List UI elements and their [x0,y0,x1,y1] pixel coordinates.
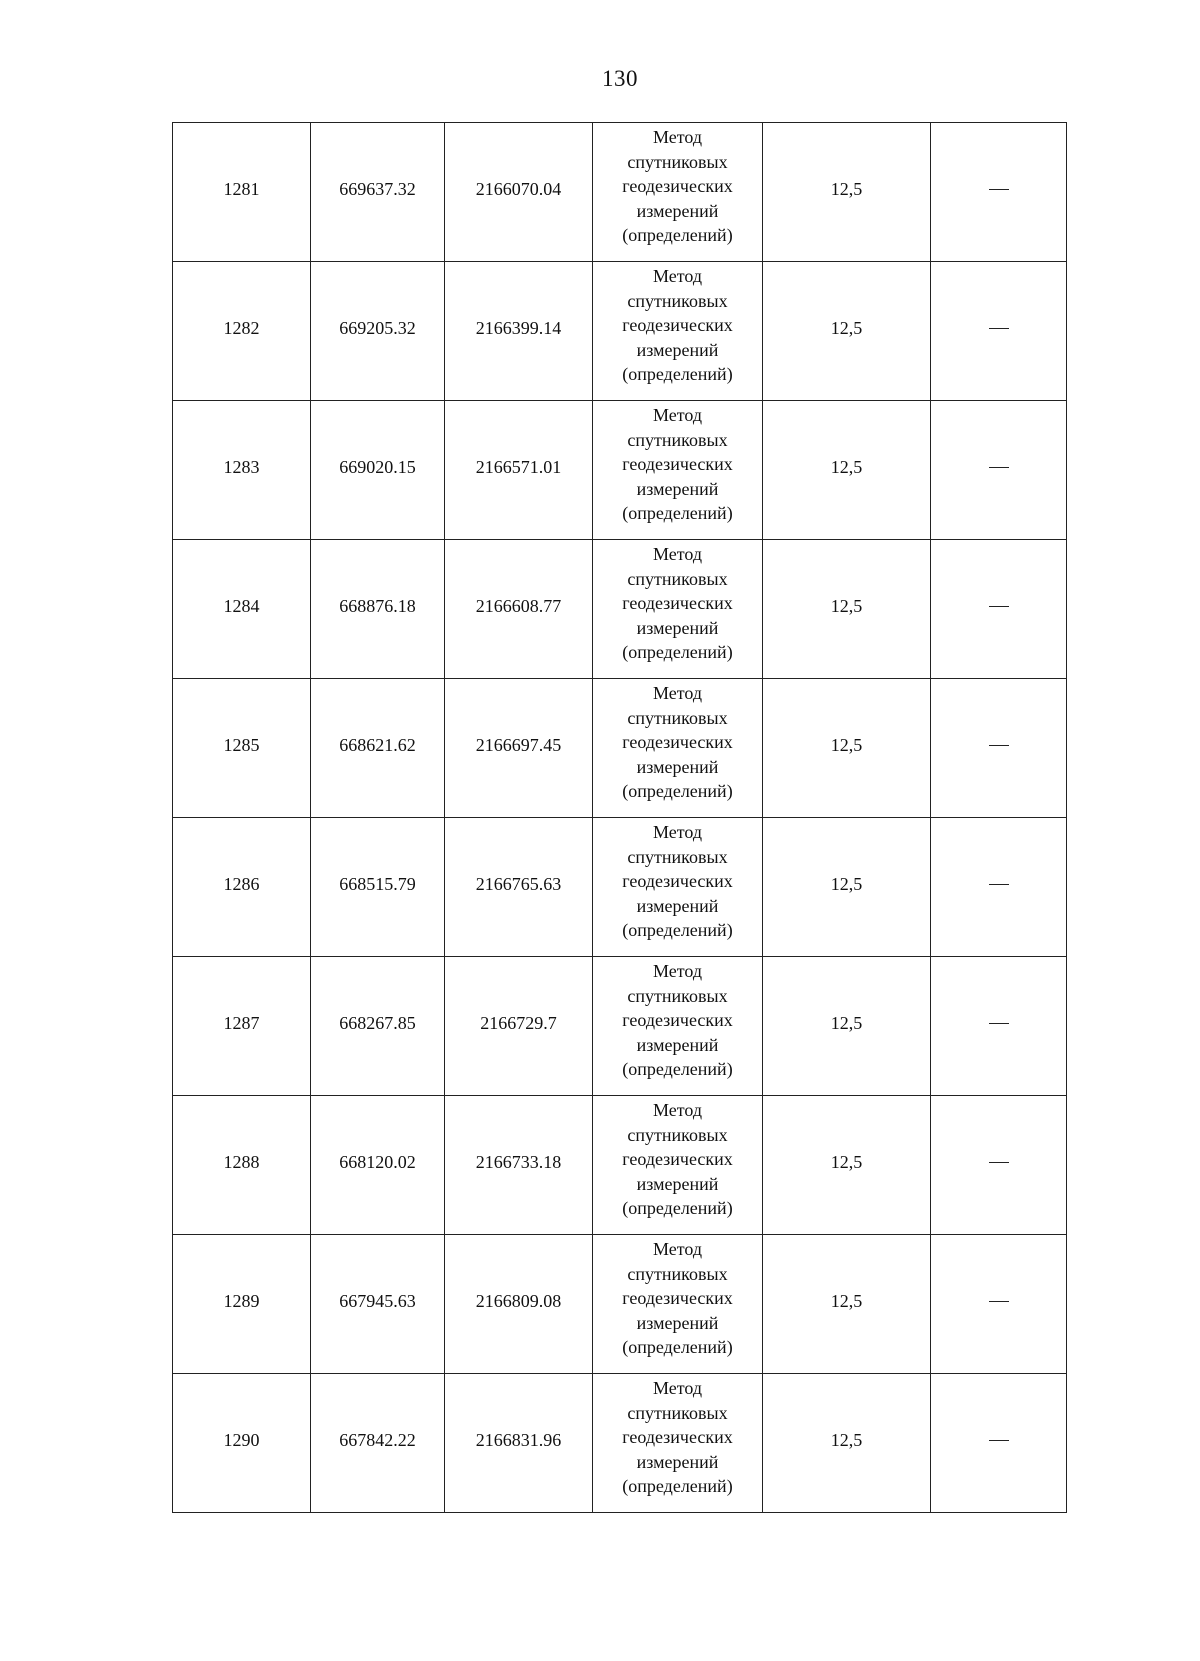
method-line: (определений) [622,1198,733,1218]
note-dash [989,745,1009,746]
method-line: спутниковых [627,846,728,867]
point-number-cell: 1289 [173,1235,311,1374]
method-line: спутниковых [627,568,728,589]
note-dash [989,189,1009,190]
accuracy-cell: 12,5 [763,262,931,401]
table-row [173,1096,1067,1235]
note-dash [989,1301,1009,1302]
accuracy-cell: 12,5 [763,123,931,262]
method-line: (определений) [622,1476,733,1496]
method-line: измерений [636,756,719,777]
method-line: спутниковых [627,1402,728,1423]
x-coordinate-cell: 669637.32 [311,123,445,262]
y-coordinate-cell: 2166571.01 [445,401,593,540]
note-dash [989,1023,1009,1024]
table-row [173,540,1067,679]
method-line: измерений [636,895,719,916]
x-coordinate-cell: 668515.79 [311,818,445,957]
method-line: (определений) [622,781,733,801]
method-line: геодезических [622,1427,733,1447]
method-line: Метод [652,683,703,703]
note-dash [989,467,1009,468]
note-dash [989,606,1009,607]
coordinates-table [172,122,1067,1513]
method-line: измерений [636,1451,719,1472]
method-cell [593,401,763,540]
table-row [173,818,1067,957]
method-line: геодезических [622,1010,733,1030]
method-line: измерений [636,1312,719,1333]
point-number-cell: 1286 [173,818,311,957]
table-row [173,1235,1067,1374]
point-number-cell: 1288 [173,1096,311,1235]
method-line: Метод [652,266,703,286]
method-line: спутниковых [627,1263,728,1284]
note-cell [931,540,1067,679]
method-cell [593,818,763,957]
method-line: Метод [652,544,703,564]
method-cell [593,957,763,1096]
method-line: (определений) [622,920,733,940]
method-line: (определений) [622,1337,733,1357]
method-cell [593,1374,763,1513]
method-line: измерений [636,1034,719,1055]
accuracy-cell: 12,5 [763,1096,931,1235]
y-coordinate-cell: 2166070.04 [445,123,593,262]
method-line: (определений) [622,642,733,662]
method-line: геодезических [622,1288,733,1308]
method-line: геодезических [622,176,733,196]
method-cell [593,123,763,262]
table-row [173,957,1067,1096]
coordinates-table-body [173,123,1067,1513]
y-coordinate-cell: 2166831.96 [445,1374,593,1513]
method-line: спутниковых [627,985,728,1006]
accuracy-cell: 12,5 [763,540,931,679]
table-row [173,123,1067,262]
x-coordinate-cell: 668120.02 [311,1096,445,1235]
point-number-cell: 1285 [173,679,311,818]
accuracy-cell: 12,5 [763,957,931,1096]
y-coordinate-cell: 2166733.18 [445,1096,593,1235]
method-line: (определений) [622,1059,733,1079]
method-cell [593,1096,763,1235]
y-coordinate-cell: 2166697.45 [445,679,593,818]
method-line: (определений) [622,503,733,523]
note-cell [931,123,1067,262]
method-line: Метод [652,961,703,981]
point-number-cell: 1283 [173,401,311,540]
accuracy-cell: 12,5 [763,1374,931,1513]
x-coordinate-cell: 669020.15 [311,401,445,540]
note-cell [931,679,1067,818]
point-number-cell: 1281 [173,123,311,262]
table-row [173,679,1067,818]
method-line: спутниковых [627,151,728,172]
method-line: спутниковых [627,1124,728,1145]
point-number-cell: 1290 [173,1374,311,1513]
accuracy-cell: 12,5 [763,679,931,818]
method-line: спутниковых [627,707,728,728]
note-cell [931,1096,1067,1235]
x-coordinate-cell: 667842.22 [311,1374,445,1513]
method-line: Метод [652,822,703,842]
x-coordinate-cell: 667945.63 [311,1235,445,1374]
method-line: спутниковых [627,429,728,450]
note-cell [931,957,1067,1096]
y-coordinate-cell: 2166809.08 [445,1235,593,1374]
note-dash [989,1162,1009,1163]
x-coordinate-cell: 668621.62 [311,679,445,818]
x-coordinate-cell: 669205.32 [311,262,445,401]
method-line: измерений [636,478,719,499]
method-line: геодезических [622,871,733,891]
method-line: Метод [652,1239,703,1259]
method-line: измерений [636,339,719,360]
method-cell [593,540,763,679]
method-line: Метод [652,127,703,147]
x-coordinate-cell: 668267.85 [311,957,445,1096]
method-cell [593,1235,763,1374]
method-line: геодезических [622,732,733,752]
accuracy-cell: 12,5 [763,401,931,540]
method-line: (определений) [622,225,733,245]
method-line: геодезических [622,454,733,474]
y-coordinate-cell: 2166608.77 [445,540,593,679]
accuracy-cell: 12,5 [763,818,931,957]
note-cell [931,1235,1067,1374]
table-row [173,1374,1067,1513]
point-number-cell: 1287 [173,957,311,1096]
note-cell [931,818,1067,957]
note-dash [989,328,1009,329]
accuracy-cell: 12,5 [763,1235,931,1374]
method-line: измерений [636,1173,719,1194]
method-line: измерений [636,617,719,638]
note-dash [989,884,1009,885]
note-cell [931,1374,1067,1513]
y-coordinate-cell: 2166399.14 [445,262,593,401]
method-line: геодезических [622,1149,733,1169]
page-number: 130 [602,66,638,91]
method-cell [593,679,763,818]
note-cell [931,262,1067,401]
note-cell [931,401,1067,540]
method-cell [593,262,763,401]
method-line: (определений) [622,364,733,384]
method-line: измерений [636,200,719,221]
point-number-cell: 1282 [173,262,311,401]
note-dash [989,1440,1009,1441]
method-line: Метод [652,1100,703,1120]
x-coordinate-cell: 668876.18 [311,540,445,679]
y-coordinate-cell: 2166729.7 [445,957,593,1096]
table-row [173,262,1067,401]
method-line: геодезических [622,593,733,613]
method-line: спутниковых [627,290,728,311]
table-row [173,401,1067,540]
y-coordinate-cell: 2166765.63 [445,818,593,957]
point-number-cell: 1284 [173,540,311,679]
method-line: Метод [652,1378,703,1398]
method-line: Метод [652,405,703,425]
method-line: геодезических [622,315,733,335]
